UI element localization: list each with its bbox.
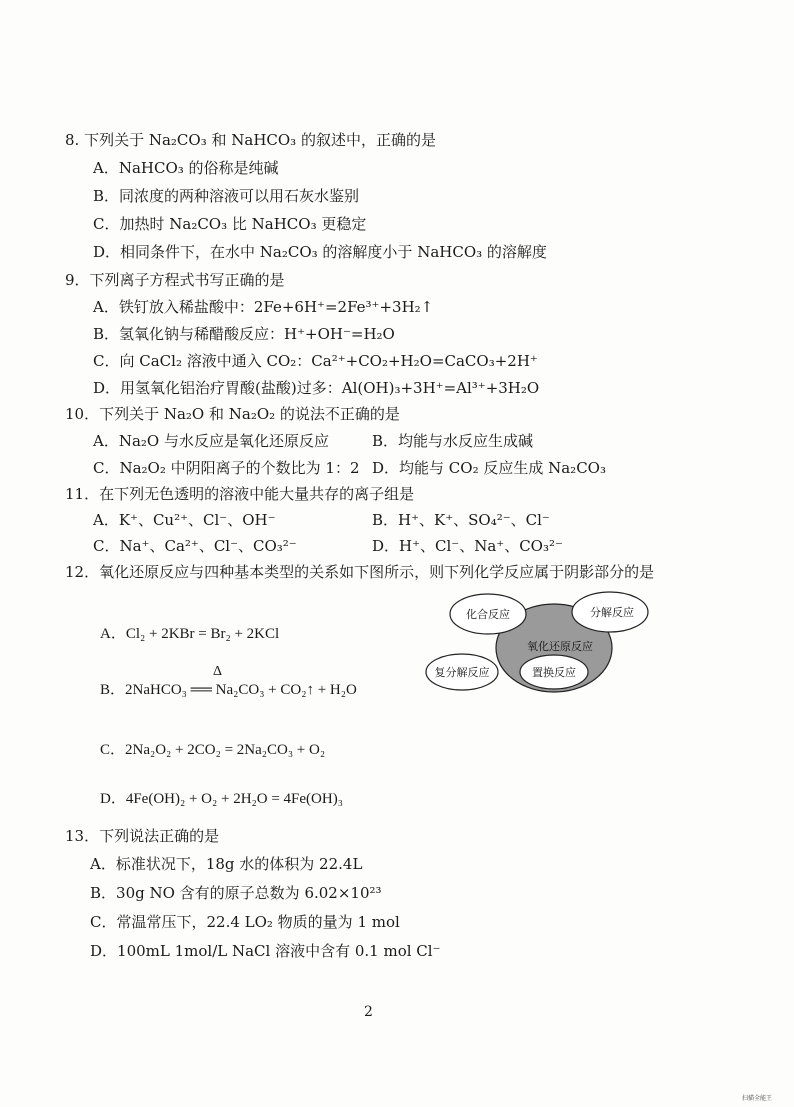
q8-option-a: A．NaHCO₃ 的俗称是纯碱 — [93, 159, 279, 177]
double-label: 复分解反应 — [434, 666, 490, 679]
q11-option-d: D．H⁺、Cl⁻、Na⁺、CO₃²⁻ — [372, 537, 563, 555]
q12-option-c: C．2Na₂O₂ + 2CO₂ = 2Na₂CO₃ + O₂ — [100, 742, 326, 758]
q9-option-b: B．氢氧化钠与稀醋酸反应：H⁺+OH⁻=H₂O — [93, 325, 395, 343]
q13-option-b: B．30g NO 含有的原子总数为 6.02×10²³ — [90, 884, 382, 902]
q10-option-c: C．Na₂O₂ 中阴阳离子的个数比为 1：2 — [93, 459, 360, 477]
q12-option-b: B．2NaHCO₃ ══ Na₂CO₃ + CO₂↑ + H₂O — [100, 682, 357, 698]
q12-delta-symbol: Δ — [213, 664, 223, 679]
q12-option-a: A．Cl₂ + 2KBr = Br₂ + 2KCl — [100, 626, 280, 642]
redox-label: 氧化还原反应 — [527, 640, 593, 653]
q9-option-d: D．用氢氧化铝治疗胃酸(盐酸)过多：Al(OH)₃+3H⁺=Al³⁺+3H₂O — [93, 379, 540, 397]
page-number: 2 — [364, 1004, 373, 1020]
q9-option-a: A．铁钉放入稀盐酸中：2Fe+6H⁺=2Fe³⁺+3H₂↑ — [93, 298, 434, 316]
q8-option-c: C．加热时 Na₂CO₃ 比 NaHCO₃ 更稳定 — [93, 215, 367, 233]
q11-option-c: C．Na⁺、Ca²⁺、Cl⁻、CO₃²⁻ — [93, 537, 297, 555]
q11-option-a: A．K⁺、Cu²⁺、Cl⁻、OH⁻ — [93, 511, 276, 529]
q13-stem: 13．下列说法正确的是 — [65, 827, 220, 845]
q10-option-b: B．均能与水反应生成碱 — [372, 432, 534, 450]
q13-option-a: A．标准状况下，18g 水的体积为 22.4L — [90, 855, 363, 873]
reaction-type-diagram — [420, 588, 660, 708]
combine-label: 化合反应 — [466, 608, 510, 621]
q11-option-b: B．H⁺、K⁺、SO₄²⁻、Cl⁻ — [372, 511, 550, 529]
q10-option-a: A．Na₂O 与水反应是氧化还原反应 — [93, 432, 329, 450]
q10-stem: 10．下列关于 Na₂O 和 Na₂O₂ 的说法不正确的是 — [65, 405, 400, 423]
q9-option-c: C．向 CaCl₂ 溶液中通入 CO₂：Ca²⁺+CO₂+H₂O=CaCO₃+2H⁺ — [93, 352, 538, 370]
q9-stem: 9．下列离子方程式书写正确的是 — [65, 271, 285, 289]
q12-option-d: D．4Fe(OH)₂ + O₂ + 2H₂O = 4Fe(OH)₃ — [100, 791, 343, 807]
q8-option-d: D．相同条件下，在水中 Na₂CO₃ 的溶解度小于 NaHCO₃ 的溶解度 — [93, 243, 547, 261]
q13-option-d: D．100mL 1mol/L NaCl 溶液中含有 0.1 mol Cl⁻ — [90, 942, 441, 960]
q11-stem: 11．在下列无色透明的溶液中能大量共存的离子组是 — [65, 485, 415, 503]
scanner-watermark: 扫描全能王 — [742, 1095, 773, 1102]
q12-stem: 12．氧化还原反应与四种基本类型的关系如下图所示，则下列化学反应属于阴影部分的是 — [65, 563, 655, 581]
replace-label: 置换反应 — [532, 666, 576, 679]
q13-option-c: C．常温常压下，22.4 LO₂ 物质的量为 1 mol — [90, 913, 400, 931]
decompose-label: 分解反应 — [590, 606, 634, 619]
q10-option-d: D．均能与 CO₂ 反应生成 Na₂CO₃ — [372, 459, 606, 477]
q8-option-b: B．同浓度的两种溶液可以用石灰水鉴别 — [93, 187, 360, 205]
q8-stem: 8. 下列关于 Na₂CO₃ 和 NaHCO₃ 的叙述中，正确的是 — [65, 131, 436, 149]
